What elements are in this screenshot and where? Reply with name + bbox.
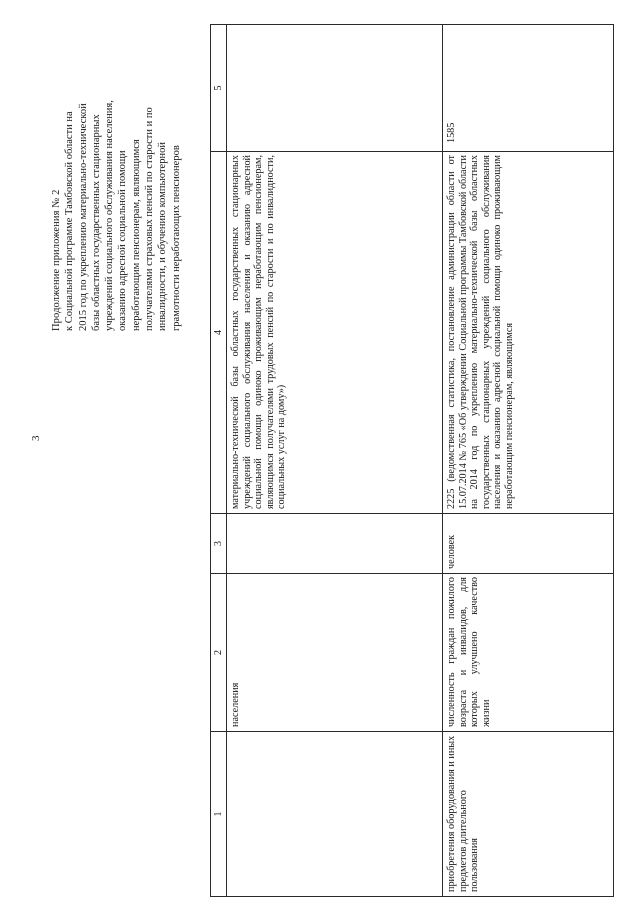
column-header: 5	[211, 25, 227, 152]
table-cell: населения	[227, 574, 443, 732]
header-line: 2015 год по укреплению материально-технической	[77, 103, 89, 331]
column-header: 2	[211, 574, 227, 732]
table-cell: приобретения оборудования и иных предметов длительного пользования	[443, 732, 614, 897]
header-line: грамотности неработающих пенсионеров	[170, 145, 182, 331]
header-line: Продолжение приложения № 2	[51, 189, 62, 331]
table-cell: 1585	[443, 25, 614, 152]
header-line: получателями страховых пенсий по старости и по	[144, 107, 156, 331]
table-cell: численность граждан пожилого возраста и инвалидов, для которых улучшено качество жизни	[443, 574, 614, 732]
column-header: 1	[211, 732, 227, 897]
table-cell: материально-технической базы областных государственных стационарных учреждений социального обслуживания населения и оказанию адресной социальной помощи одиноко проживающим неработающим пенсионерам, являющимся получателями трудовых пенсий по старости и по инвалидности, социальных услуг на дому»)	[227, 152, 443, 514]
header-line: инвалидности, и обучению компьютерной	[157, 142, 169, 331]
header-line: оказанию адресной социальной помощи	[117, 150, 129, 331]
appendix-header	[50, 51, 183, 331]
table-cell: человек	[443, 514, 614, 574]
table-row	[227, 25, 443, 897]
table-cell	[227, 514, 443, 574]
table-header-row	[211, 25, 227, 897]
table-row	[443, 25, 614, 897]
table-cell	[227, 25, 443, 152]
indicator-table	[210, 24, 614, 897]
table-cell	[227, 732, 443, 897]
column-header: 4	[211, 152, 227, 514]
header-line: учреждений социального обслуживания населения,	[104, 100, 116, 331]
header-line: базы областных государственных стационарных	[90, 114, 102, 331]
header-line: к Социальной программе Тамбовской области на	[64, 111, 76, 331]
column-header: 3	[211, 514, 227, 574]
page-number: 3	[30, 435, 42, 441]
header-line: неработающим пенсионерам, являющимся	[130, 139, 142, 331]
table-cell: 2225 (ведомственная статистика, постановление администрации области от 15.07.2014 № 765 «Об утверждении Социальной программы Тамбовской области на 2014 год по укреплению материально-технической базы областных государственных стационарных учреждений социального обслуживания населения и оказанию адресной социальной помощи одиноко проживающим неработающим пенсионерам, являющимся	[443, 152, 614, 514]
